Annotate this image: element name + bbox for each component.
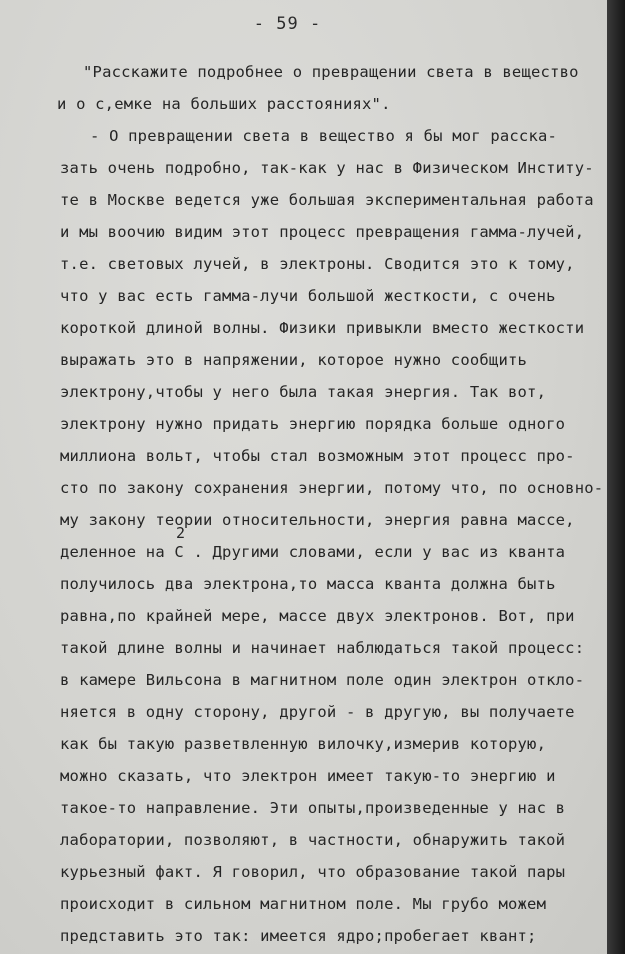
text-line: и о с,емке на больших расстояниях". (57, 95, 391, 113)
text-line: зать очень подробно, так-как у нас в Физическом Институ- (60, 159, 594, 177)
text-line: лаборатории, позволяют, в частности, обнаружить такой (60, 831, 566, 849)
scan-edge-shadow (607, 0, 625, 954)
text-line: курьезный факт. Я говорил, что образование такой пары (60, 863, 566, 881)
text-line: получилось два электрона,то масса кванта должна быть (60, 575, 556, 593)
text-line: в камере Вильсона в магнитном поле один электрон откло- (60, 671, 585, 689)
text-line: короткой длиной волны. Физики привыкли вместо жесткости (60, 319, 585, 337)
text-line: электрону,чтобы у него была такая энергия. Так вот, (60, 383, 547, 401)
text-line: деленное на С . Другими словами, если у вас из кванта (60, 543, 566, 561)
text-line: можно сказать, что электрон имеет такую-то энергию и (60, 767, 556, 785)
text-line: няется в одну сторону, другой - в другую, вы получаете (60, 703, 575, 721)
text-line: миллиона вольт, чтобы стал возможным этот процесс про- (60, 447, 575, 465)
text-line: как бы такую разветвленную вилочку,измерив которую, (60, 735, 547, 753)
text-line: что у вас есть гамма-лучи большой жесткости, с очень (60, 287, 556, 305)
page-number: - 59 - (253, 14, 322, 34)
text-line: те в Москве ведется уже большая экспериментальная работа (60, 191, 594, 209)
text-line: выражать это в напряжении, которое нужно сообщить (60, 351, 528, 369)
text-line: т.е. световых лучей, в электроны. Сводится это к тому, (60, 255, 575, 273)
text-line: электрону нужно придать энергию порядка больше одного (60, 415, 566, 433)
text-line: му закону теории относительности, энергия равна массе, (60, 511, 575, 529)
text-line: равна,по крайней мере, массе двух электронов. Вот, при (60, 607, 575, 625)
text-line: сто по закону сохранения энергии, потому что, по основно- (60, 479, 604, 497)
text-line: такой длине волны и начинает наблюдаться такой процесс: (60, 639, 585, 657)
text-line: представить это так: имеется ядро;пробегает квант; (60, 927, 537, 945)
text-line: происходит в сильном магнитном поле. Мы грубо можем (60, 895, 547, 913)
text-line: "Расскажите подробнее о превращении света в вещество (83, 63, 579, 81)
text-line: такое-то направление. Эти опыты,произведенные у нас в (60, 799, 566, 817)
text-line: и мы воочию видим этот процесс превращения гамма-лучей, (60, 223, 585, 241)
superscript-two: 2 (176, 524, 186, 542)
text-line: - О превращении света в вещество я бы мог расска- (90, 127, 558, 145)
